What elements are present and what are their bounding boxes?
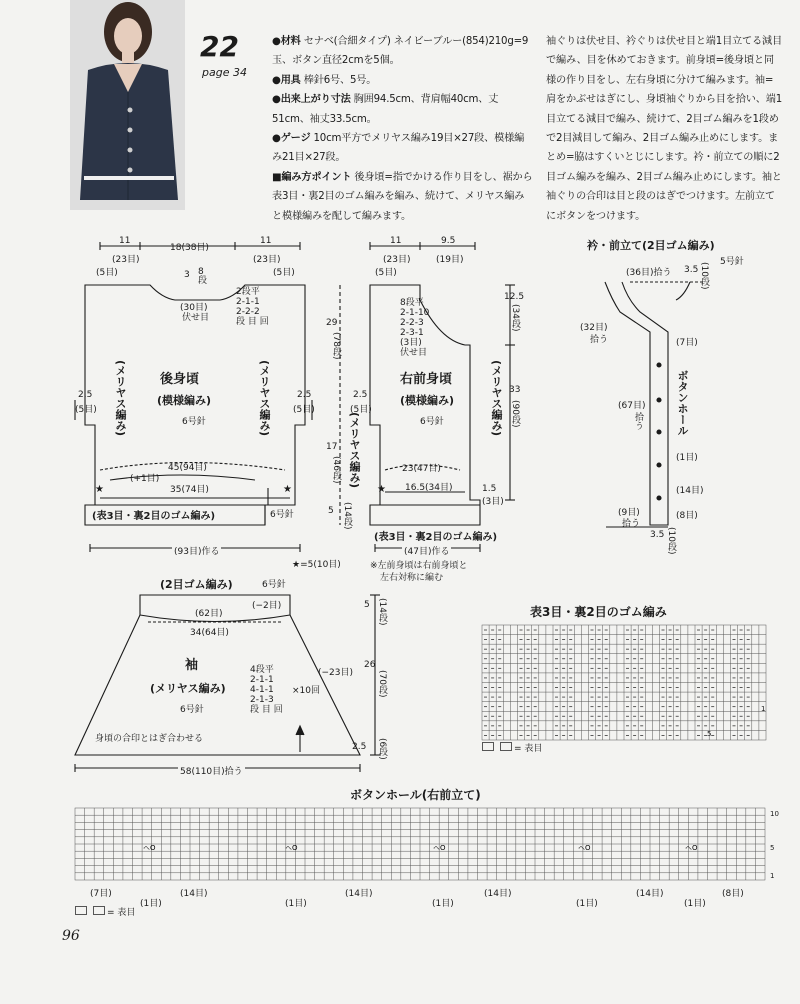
back-star-left: ★ bbox=[95, 484, 104, 495]
sleeve-table-row-4: 段 目 回 bbox=[250, 705, 283, 715]
bh-count-label: (1目) bbox=[432, 899, 454, 909]
page-reference: page 34 bbox=[202, 66, 247, 79]
back-dim-11-right: 11 bbox=[260, 236, 272, 246]
buttonhole-yo-mark: ヘO bbox=[685, 844, 698, 852]
buttonhole-yo-mark: ヘO bbox=[578, 844, 591, 852]
collar-title: 衿・前立て(2目ゴム編み) bbox=[587, 239, 715, 252]
front-width-23: 23(47目) bbox=[402, 464, 441, 474]
sleeve-dim-34: 34(64目) bbox=[190, 628, 229, 638]
collar-pick-67: (67目) bbox=[618, 401, 646, 411]
back-side-25-left: 2.5 bbox=[78, 390, 93, 400]
back-dim-23-right: (23目) bbox=[253, 255, 281, 265]
collar-pick-9: (9目) bbox=[618, 508, 640, 518]
front-dim-19: (19目) bbox=[436, 255, 464, 265]
back-star-note: ★=5(10目) bbox=[292, 560, 341, 570]
front-dim-125: 12.5 bbox=[504, 292, 525, 302]
sleeve-dim-70: (70段) bbox=[377, 670, 387, 698]
front-dim-90: (90段) bbox=[510, 400, 520, 428]
sleeve-table-row-2: 4-1-1 bbox=[250, 685, 274, 695]
pattern-number: 22 bbox=[200, 30, 239, 63]
back-needle: 6号針 bbox=[182, 417, 206, 427]
sleeve-dim-6: (6段) bbox=[377, 738, 387, 760]
front-dim-3: (3目) bbox=[482, 497, 504, 507]
bh-count-label: (1目) bbox=[140, 899, 162, 909]
gauge-text: 10cm平方でメリヤス編み19目×27段、模様編み21目×27段。 bbox=[272, 133, 525, 164]
back-five-right: (5目) bbox=[273, 268, 295, 278]
sleeve-dim-5: 5 bbox=[364, 600, 370, 610]
point-label: ■編み方ポイント bbox=[272, 171, 352, 183]
rib-chart-row-num: 1 bbox=[761, 705, 766, 713]
bh-count-label: (1目) bbox=[684, 899, 706, 909]
buttonhole-yo-mark: ヘO bbox=[433, 844, 446, 852]
back-side-label-right: (メリヤス編み) bbox=[258, 360, 271, 437]
back-neck-table bbox=[236, 287, 269, 327]
bh-count-label: (7目) bbox=[90, 889, 112, 899]
bh-legend-empty-box bbox=[75, 906, 87, 915]
back-neck-row-3: 段 目 回 bbox=[236, 317, 269, 327]
bh-count-label: (14目) bbox=[636, 889, 664, 899]
rib-legend-empty-box bbox=[482, 742, 494, 751]
collar-dim-bottom-rows: (10段) bbox=[666, 527, 676, 555]
sleeve-dim-25: 2.5 bbox=[352, 742, 367, 752]
collar-pick-8: (8目) bbox=[676, 511, 698, 521]
sleeve-pick: 58(110目)拾う bbox=[178, 764, 245, 777]
collar-pick-32-label: 拾う bbox=[590, 335, 609, 345]
front-neck-row-4: (3目) bbox=[400, 338, 422, 348]
back-rib-needle: 6号針 bbox=[270, 510, 294, 520]
collar-pick-32: (32目) bbox=[580, 323, 608, 333]
material-text: セナベ(合細タイプ) ネイビーブルー(854)210g=9玉、ボタン直径2cmを5個。 bbox=[272, 36, 529, 67]
bh-legend-text: = 表目 bbox=[107, 908, 136, 918]
back-dim-11-left: 11 bbox=[119, 236, 131, 246]
front-neck-row-2: 2-2-3 bbox=[400, 318, 424, 328]
bh-count-label: (14目) bbox=[345, 889, 373, 899]
gauge-label: ●ゲージ bbox=[272, 133, 311, 145]
buttonhole-yo-mark: ヘO bbox=[285, 844, 298, 852]
front-cast-on: (47目)作る bbox=[402, 544, 451, 557]
collar-needle: 5号針 bbox=[720, 257, 744, 267]
back-side-5-left: (5目) bbox=[75, 405, 97, 415]
bh-count-label: (1目) bbox=[576, 899, 598, 909]
front-neck-table bbox=[400, 298, 429, 358]
bh-count-label: (1目) bbox=[285, 899, 307, 909]
bh-count-label: (14目) bbox=[180, 889, 208, 899]
back-rib-label: (表3目・裏2目のゴム編み) bbox=[92, 511, 216, 522]
front-dim-17: 17 bbox=[326, 442, 338, 452]
sleeve-table-row-3: 2-1-3 bbox=[250, 695, 274, 705]
bh-row-5: 5 bbox=[770, 844, 775, 852]
front-note-2: 左右対称に編む bbox=[380, 573, 444, 583]
description-text: 袖ぐりは伏せ目、衿ぐりは伏せ目と端1目立てる減目で編み、目を休めておきます。前身頃=後身頃と同様の作り目をし、左右身頃に分けて編みます。袖=肩をかぶせはぎにし、身頃袖ぐりから目を拾い、端1目立てる減目で編み、続けて、2目ゴム編みを1段めで2目減目して編み、2目ゴム編み止めにします。まとめ=脇はすくいとじにします。衿・前立ての順に2目ゴム編みを編み、2目ゴム編み止めにします。袖と袖ぐりの合印は目と段のはぎでつけます。左前立てにボタンをつけます。 bbox=[546, 36, 782, 222]
sleeve-dim-14: (14段) bbox=[377, 598, 387, 626]
front-dim-95: 9.5 bbox=[441, 236, 456, 246]
sleeve-match-note: 身頃の合印とはぎ合わせる bbox=[95, 734, 204, 744]
tools-text: 棒針6号、5号。 bbox=[303, 74, 377, 86]
bh-chart-title: ボタンホール(右前立て) bbox=[350, 788, 481, 802]
front-dim-5: 5 bbox=[328, 506, 334, 516]
front-dim-33: 33 bbox=[509, 385, 521, 395]
front-neck-row-5: 伏せ目 bbox=[400, 348, 428, 358]
back-neck-30: (30目) bbox=[180, 303, 208, 313]
rib-chart-col-num: 5 bbox=[707, 730, 712, 738]
back-star-right: ★ bbox=[283, 484, 292, 495]
back-neck-8-num: 8 bbox=[198, 267, 204, 277]
sleeve-dim-minus2: (−2目) bbox=[252, 601, 282, 611]
back-width-35: 35(74目) bbox=[170, 485, 209, 495]
front-neck-row-1: 2-1-10 bbox=[400, 308, 430, 318]
front-note-1: ※左前身頃は右前身頃と bbox=[370, 561, 468, 571]
front-width-165: 16.5(34目) bbox=[405, 483, 453, 493]
front-rib-label: (表3目・裏2目のゴム編み) bbox=[374, 532, 498, 543]
collar-dim-bottom: 3.5 bbox=[650, 530, 665, 540]
front-pattern: (模様編み) bbox=[400, 394, 455, 407]
collar-pick-9-label: 拾う bbox=[622, 519, 641, 529]
collar-bh-count: (1目) bbox=[676, 453, 698, 463]
page-number: 96 bbox=[62, 928, 80, 944]
sleeve-table-row-0: 4段平 bbox=[250, 665, 274, 675]
sleeve-needle: 6号針 bbox=[180, 705, 204, 715]
point-text: 後身頃=指でかける作り目をし、裾から表3目・裏2目のゴム編みを編み、続けて、メリヤス編みと模様編みを配して編みます。 bbox=[272, 171, 533, 222]
size-text: 胸囲94.5cm、背肩幅40cm、丈51cm、袖丈33.5cm。 bbox=[272, 94, 499, 125]
front-dim-11: 11 bbox=[390, 236, 402, 246]
back-pattern: (模様編み) bbox=[157, 394, 212, 407]
back-neck-row-0: 2段平 bbox=[236, 287, 260, 297]
back-cast-on: (93目)作る bbox=[172, 544, 221, 557]
front-side-5: (5目) bbox=[350, 405, 372, 415]
back-width-45: 45(94目) bbox=[168, 463, 207, 473]
sleeve-times: ×10回 bbox=[292, 686, 320, 696]
collar-pick-36: (36目)拾う bbox=[626, 268, 672, 278]
front-dim-34: (34段) bbox=[510, 304, 520, 332]
front-title: 右前身頃 bbox=[400, 372, 453, 387]
front-dim-46: (46段) bbox=[331, 456, 341, 484]
back-title: 後身頃 bbox=[160, 372, 200, 387]
collar-buttonhole-label: ボタンホール bbox=[676, 370, 689, 436]
bh-count-label: (8目) bbox=[722, 889, 744, 899]
bh-row-1: 1 bbox=[770, 872, 775, 880]
sleeve-title: 袖 bbox=[185, 658, 199, 673]
back-neck-bind: 伏せ目 bbox=[182, 313, 210, 323]
tools-label: ●用具 bbox=[272, 74, 301, 86]
back-plus1: (+1目) bbox=[130, 474, 160, 484]
back-neck-row-1: 2-1-1 bbox=[236, 297, 260, 307]
back-side-label-left: (メリヤス編み) bbox=[114, 360, 127, 437]
collar-pick-67-label: 拾う bbox=[633, 412, 643, 430]
front-side-25: 2.5 bbox=[353, 390, 368, 400]
front-neck-row-3: 2-3-1 bbox=[400, 328, 424, 338]
sleeve-top-needle: 6号針 bbox=[262, 580, 286, 590]
sleeve-dim-minus23: (−23目) bbox=[318, 668, 354, 678]
sleeve-table-row-1: 2-1-1 bbox=[250, 675, 274, 685]
back-dim-neck-width: 18(38目) bbox=[170, 243, 209, 253]
size-label: ●出来上がり寸法 bbox=[272, 94, 351, 106]
back-neck-8-unit: 段 bbox=[198, 276, 208, 286]
front-side-label-right: (メリヤス編み) bbox=[490, 360, 503, 437]
sleeve-pattern: (メリヤス編み) bbox=[150, 682, 226, 695]
bh-row-10: 10 bbox=[770, 810, 779, 818]
front-dim-29: 29 bbox=[326, 318, 338, 328]
collar-dim-10: (10段) bbox=[699, 262, 709, 290]
front-five: (5目) bbox=[375, 268, 397, 278]
front-side-label-left: (メリヤス編み) bbox=[348, 412, 361, 489]
collar-pick-14: (14目) bbox=[676, 486, 704, 496]
material-label: ●材料 bbox=[272, 36, 301, 47]
front-dim-23: (23目) bbox=[383, 255, 411, 265]
collar-dim-35: 3.5 bbox=[684, 265, 699, 275]
back-side-5-right: (5目) bbox=[293, 405, 315, 415]
back-neck-8 bbox=[198, 268, 206, 286]
sleeve-dim-62: (62目) bbox=[195, 609, 223, 619]
buttonhole-yo-mark: ヘO bbox=[143, 844, 156, 852]
front-dim-78: (78段) bbox=[331, 332, 341, 360]
rib-legend-text: = 表目 bbox=[514, 744, 543, 754]
back-five-left: (5目) bbox=[96, 268, 118, 278]
front-neck-row-0: 8段平 bbox=[400, 298, 424, 308]
rib-legend-knit-box bbox=[500, 742, 512, 751]
sleeve-top-label: (2目ゴム編み) bbox=[160, 578, 233, 591]
back-neck-3: 3 bbox=[184, 270, 190, 280]
bh-count-label: (14目) bbox=[484, 889, 512, 899]
front-dim-15: 1.5 bbox=[482, 484, 497, 494]
back-side-25-right: 2.5 bbox=[297, 390, 312, 400]
front-needle: 6号針 bbox=[420, 417, 444, 427]
sleeve-dim-26: 26 bbox=[364, 660, 376, 670]
collar-pick-7: (7目) bbox=[676, 338, 698, 348]
back-dim-23-left: (23目) bbox=[112, 255, 140, 265]
back-neck-row-2: 2-2-2 bbox=[236, 307, 260, 317]
sleeve-table bbox=[250, 665, 283, 715]
front-dim-14: (14段) bbox=[342, 502, 352, 530]
bh-legend-knit-box bbox=[93, 906, 105, 915]
rib-chart-title: 表3目・裏2目のゴム編み bbox=[530, 605, 667, 619]
front-star: ★ bbox=[377, 484, 386, 495]
